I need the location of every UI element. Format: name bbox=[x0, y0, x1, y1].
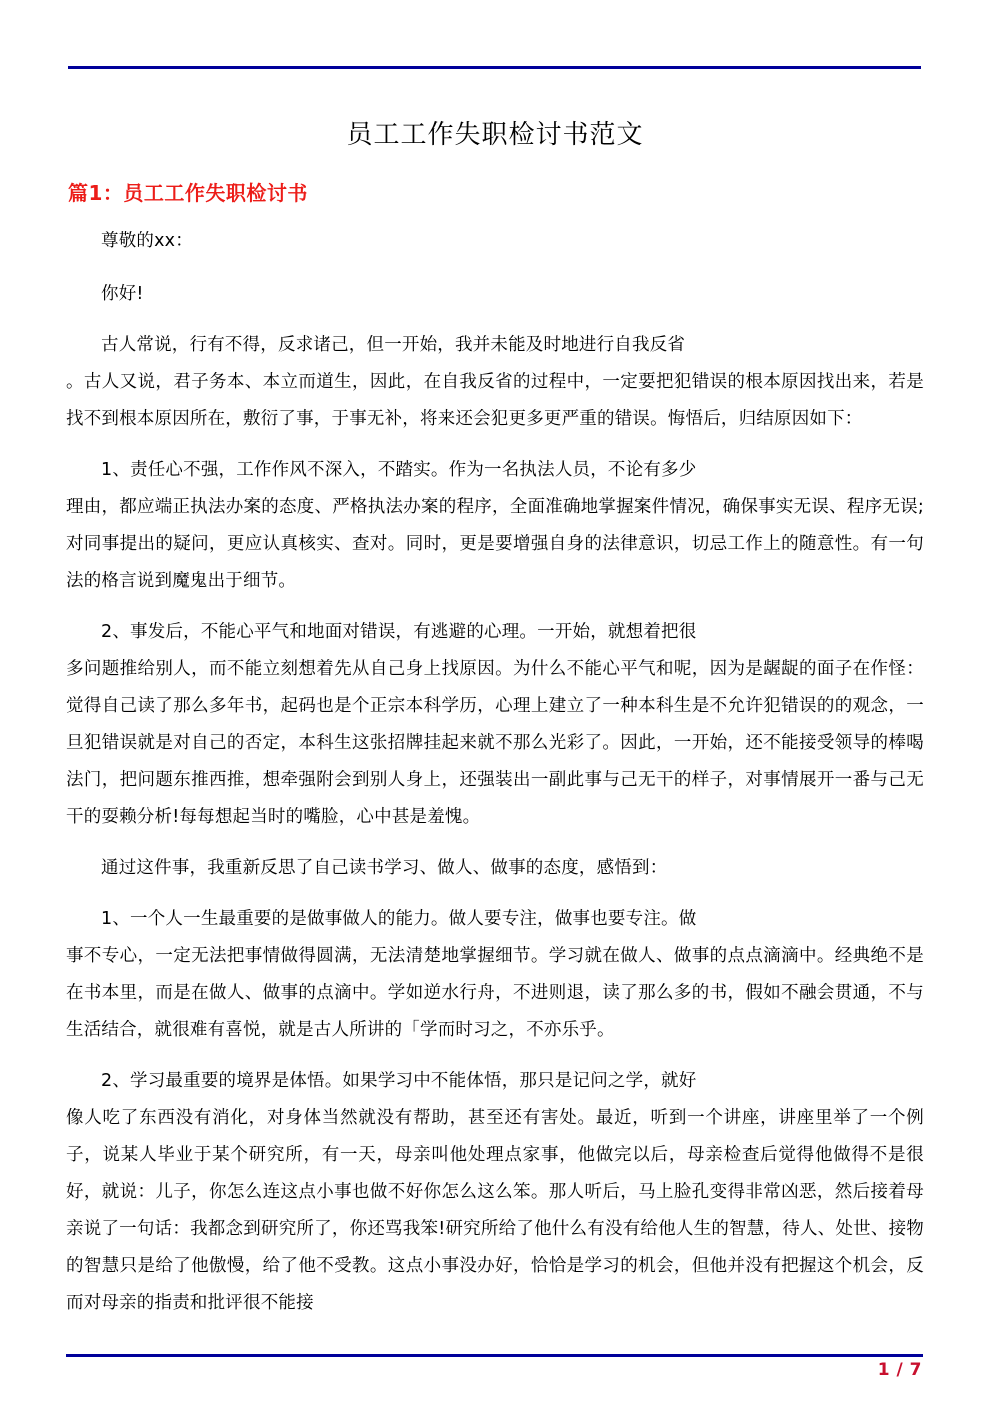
paragraph-rest: 事不专心，一定无法把事情做得圆满，无法清楚地掌握细节。学习就在做人、做事的点点滴滴中。经典绝不是在书本里，而是在做人、做事的点滴中。学如逆水行舟，不进则退，读了那么多的书，假如不融会贯通，不与生活结合，就很难有喜悦，就是古人所讲的「学而时习之，不亦乐乎。 bbox=[66, 946, 924, 1041]
paragraph-lead: 2、事发后，不能心平气和地面对错误，有逃避的心理。一开始，就想着把很 bbox=[101, 622, 697, 643]
footer-divider bbox=[66, 1354, 923, 1357]
paragraph-rest: 理由，都应端正执法办案的态度、严格执法办案的程序，全面准确地掌握案件情况，确保事实无误、程序无误;对同事提出的疑问，更应认真核实、查对。同时，更是要增强自身的法律意识，切忌工作上的随意性。有一句法的格言说到魔鬼出于细节。 bbox=[66, 497, 924, 592]
paragraph-lead: 通过这件事，我重新反思了自己读书学习、做人、做事的态度，感悟到： bbox=[101, 858, 668, 879]
paragraph-rest: 。古人又说，君子务本、本立而道生，因此，在自我反省的过程中，一定要把犯错误的根本原因找出来，若是找不到根本原因所在，敷衍了事，于事无补，将来还会犯更多更严重的错误。悔悟后，归结原因如下： bbox=[66, 372, 924, 430]
section-heading: 篇1：员工工作失职检讨书 bbox=[68, 181, 308, 206]
page-number: 1 / 7 bbox=[877, 1360, 922, 1380]
page-title: 员工工作失职检讨书范文 bbox=[346, 120, 644, 150]
paragraph-reason-1 bbox=[66, 452, 924, 600]
paragraph-insight-2 bbox=[66, 1063, 924, 1322]
paragraph-lead: 1、一个人一生最重要的是做事做人的能力。做人要专注，做事也要专注。做 bbox=[101, 909, 697, 930]
paragraph-rest: 多问题推给别人，而不能立刻想着先从自己身上找原因。为什么不能心平气和呢，因为是龌龊的面子在作怪：觉得自己读了那么多年书，起码也是个正宗本科学历，心理上建立了一种本科生是不允许犯错误的的观念，一旦犯错误就是对自己的否定，本科生这张招牌挂起来就不那么光彩了。因此，一开始，还不能接受领导的棒喝法门，把问题东推西推，想牵强附会到别人身上，还强装出一副此事与己无干的样子，对事情展开一番与己无干的耍赖分析!每每想起当时的嘴脸，心中甚是羞愧。 bbox=[66, 659, 924, 828]
salutation: 尊敬的xx： bbox=[101, 231, 193, 252]
paragraph-rest: 像人吃了东西没有消化，对身体当然就没有帮助，甚至还有害处。最近，听到一个讲座，讲座里举了一个例子，说某人毕业于某个研究所，有一天，母亲叫他处理点家事，他做完以后，母亲检查后觉得他做得不是很好，就说：儿子，你怎么连这点小事也做不好你怎么这么笨。那人听后，马上脸孔变得非常凶恶，然后接着母亲说了一句话：我都念到研究所了，你还骂我笨!研究所给了他什么有没有给他人生的智慧，待人、处世、接物的智慧只是给了他傲慢，给了他不受教。这点小事没办好，恰恰是学习的机会，但他并没有把握这个机会，反而对母亲的指责和批评很不能接 bbox=[66, 1108, 924, 1314]
paragraph-lead: 2、学习最重要的境界是体悟。如果学习中不能体悟，那只是记问之学，就好 bbox=[101, 1071, 697, 1092]
paragraph-lead: 1、责任心不强，工作作风不深入，不踏实。作为一名执法人员，不论有多少 bbox=[101, 460, 697, 481]
document-content bbox=[66, 96, 924, 1322]
paragraph-insight-1 bbox=[66, 901, 924, 1049]
paragraph-lead: 古人常说，行有不得，反求诸己，但一开始，我并未能及时地进行自我反省 bbox=[101, 335, 686, 356]
paragraph-transition bbox=[66, 850, 924, 887]
greeting: 你好! bbox=[101, 284, 144, 305]
paragraph-intro bbox=[66, 327, 924, 438]
paragraph-reason-2 bbox=[66, 614, 924, 836]
header-divider bbox=[68, 66, 921, 69]
